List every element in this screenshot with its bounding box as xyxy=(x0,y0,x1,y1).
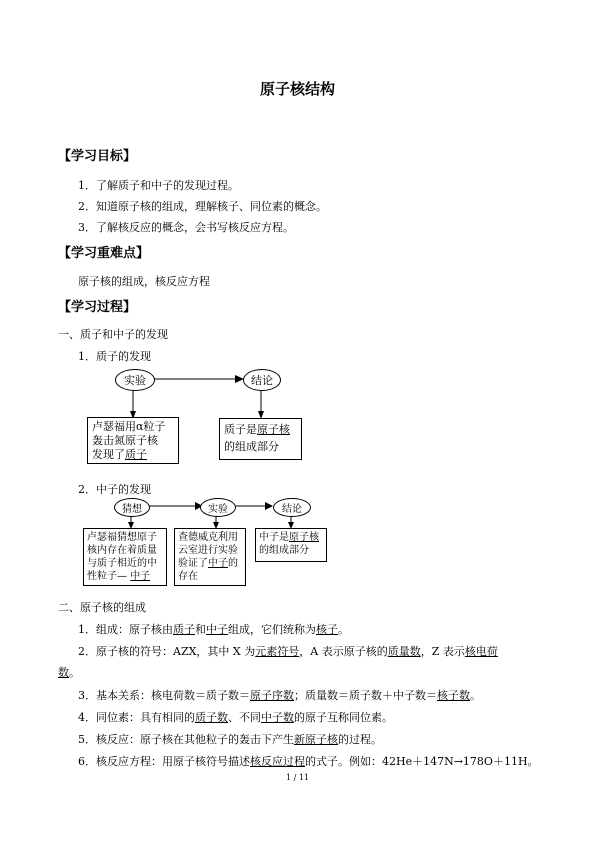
neutron-box-conclusion xyxy=(255,528,327,562)
part2-item-2-continued: 数。 xyxy=(58,666,80,679)
part1-heading: 一、质子和中子的发现 xyxy=(58,328,168,341)
neutron-box-experiment xyxy=(174,528,246,586)
proton-box-conclusion-line2: 的组成部分 xyxy=(224,440,279,453)
neutron-oval-experiment: 实验 xyxy=(200,498,236,517)
part2-heading: 二、原子核的组成 xyxy=(58,601,146,614)
reaction-equation: 42He＋147N→178O＋11H xyxy=(382,755,528,768)
section-process: 【学习过程】 xyxy=(58,300,137,315)
neutron-box-conclusion-line1a: 中子是 xyxy=(259,532,289,543)
proton-box-conclusion-line1a: 质子是 xyxy=(224,423,257,436)
goal-item-2: 2．知道原子核的组成，理解核子、同位素的概念。 xyxy=(78,200,327,213)
proton-box-experiment-line3a: 发现了 xyxy=(92,448,125,461)
goal-item-1: 1．了解质子和中子的发现过程。 xyxy=(78,179,239,192)
neutron-conclusion-answer: 原子核 xyxy=(289,532,319,543)
neutron-hypothesis-answer: 中子 xyxy=(130,571,151,582)
proton-box-experiment-line1: 卢瑟福用α粒子 xyxy=(92,420,166,433)
neutron-box-hypothesis-line2: 核内存在着质量 xyxy=(87,545,157,556)
neutron-box-experiment-line3a: 验证了 xyxy=(178,558,208,569)
neutron-oval-conclusion: 结论 xyxy=(273,498,311,517)
neutron-box-experiment-line3c: 的 xyxy=(228,558,238,569)
part2-item-2: 2．原子核的符号：AZX，其中 X 为元素符号，A 表示原子核的质量数，Z 表示核电荷 xyxy=(78,645,498,658)
neutron-box-hypothesis-line1: 卢瑟福猜想原子 xyxy=(87,532,157,543)
key-points-text: 原子核的组成，核反应方程 xyxy=(78,275,210,288)
part2-item-4: 4．同位素：具有相同的质子数、不同中子数的原子互称同位素。 xyxy=(78,711,393,724)
neutron-box-hypothesis-line4a: 性粒子— xyxy=(87,571,127,582)
proton-box-experiment-line2: 轰击氮原子核 xyxy=(92,434,158,447)
neutron-box-experiment-line2: 云室进行实验 xyxy=(178,545,238,556)
neutron-box-hypothesis xyxy=(83,528,167,586)
proton-oval-experiment: 实验 xyxy=(115,369,155,391)
section-goals: 【学习目标】 xyxy=(58,149,137,164)
part2-item-5: 5．核反应：原子核在其他粒子的轰击下产生新原子核的过程。 xyxy=(78,733,382,746)
proton-heading: 1．质子的发现 xyxy=(78,350,151,363)
part2-item-1: 1．组成：原子核由质子和中子组成，它们统称为核子。 xyxy=(78,623,349,636)
page-number: 1 / 11 xyxy=(285,773,310,782)
part2-item-6: 6．核反应方程：用原子核符号描述核反应过程的式子。例如：42He＋147N→178O＋11H。 xyxy=(78,755,539,768)
neutron-heading: 2．中子的发现 xyxy=(78,483,151,496)
proton-conclusion-answer: 原子核 xyxy=(257,423,290,436)
page-title: 原子核结构 xyxy=(259,80,335,98)
goal-item-3: 3．了解核反应的概念，会书写核反应方程。 xyxy=(78,221,294,234)
nucleus-symbol: AZX xyxy=(173,645,197,658)
neutron-box-conclusion-line2: 的组成部分 xyxy=(259,545,309,556)
neutron-experiment-answer: 中子 xyxy=(208,558,228,569)
neutron-oval-hypothesis: 猜想 xyxy=(114,498,150,517)
neutron-box-experiment-line1: 查德威克利用 xyxy=(178,532,238,543)
neutron-box-experiment-line4: 存在 xyxy=(178,571,198,582)
neutron-box-hypothesis-line3: 与质子相近的中 xyxy=(87,558,157,569)
proton-answer: 质子 xyxy=(125,448,147,461)
proton-oval-conclusion: 结论 xyxy=(243,369,281,391)
section-key-points: 【学习重难点】 xyxy=(58,246,150,261)
part2-item-3: 3．基本关系：核电荷数＝质子数＝原子序数；质量数＝质子数＋中子数＝核子数。 xyxy=(78,689,481,702)
